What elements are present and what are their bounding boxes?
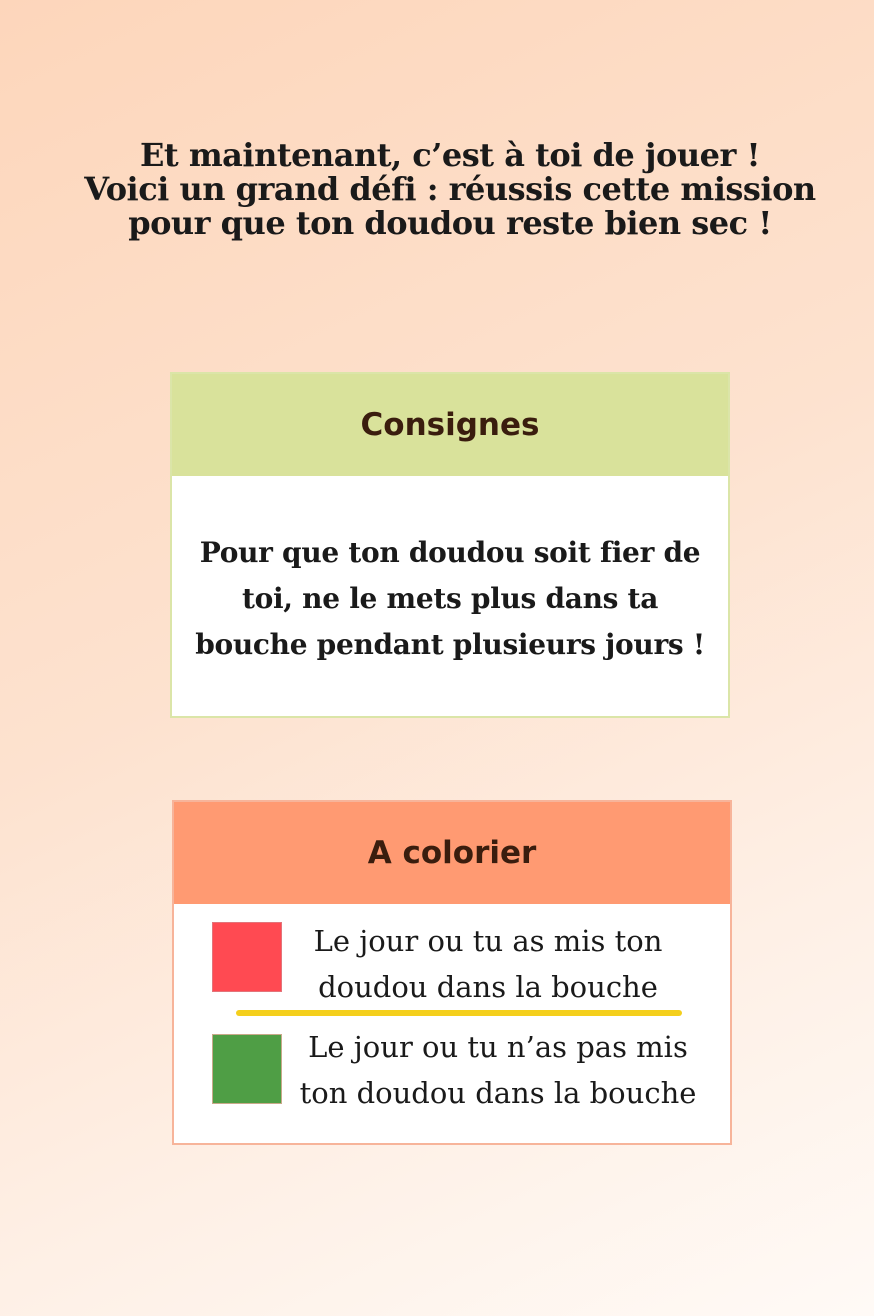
legend-text-red bbox=[286, 918, 690, 1010]
legend-text-green bbox=[286, 1024, 710, 1116]
highlight-underline bbox=[236, 1010, 682, 1016]
consignes-card bbox=[170, 372, 730, 718]
legend-red-line-1: Le jour ou tu as mis ton bbox=[313, 924, 663, 958]
consignes-body bbox=[172, 530, 728, 668]
consignes-header bbox=[172, 374, 728, 476]
intro-text bbox=[60, 138, 840, 240]
red-swatch bbox=[212, 922, 282, 992]
intro-line-2: Voici un grand défi : réussis cette mission bbox=[84, 170, 816, 208]
green-swatch bbox=[212, 1034, 282, 1104]
consignes-title: Consignes bbox=[360, 407, 540, 443]
colorier-header bbox=[174, 802, 730, 904]
legend-green-line-1: Le jour ou tu n’as pas mis bbox=[308, 1030, 688, 1064]
consignes-line-2: toi, ne le mets plus dans ta bbox=[241, 582, 659, 615]
legend-green-line-2: ton doudou dans la bouche bbox=[299, 1076, 697, 1110]
intro-line-3: pour que ton doudou reste bien sec ! bbox=[128, 204, 772, 242]
colorier-card bbox=[172, 800, 732, 1145]
colorier-title: A colorier bbox=[367, 835, 537, 871]
consignes-line-1: Pour que ton doudou soit fier de bbox=[199, 536, 701, 569]
intro-line-1: Et maintenant, c’est à toi de jouer ! bbox=[140, 136, 760, 174]
legend-red-line-2: doudou dans la bouche bbox=[318, 970, 658, 1004]
consignes-line-3: bouche pendant plusieurs jours ! bbox=[195, 628, 705, 661]
